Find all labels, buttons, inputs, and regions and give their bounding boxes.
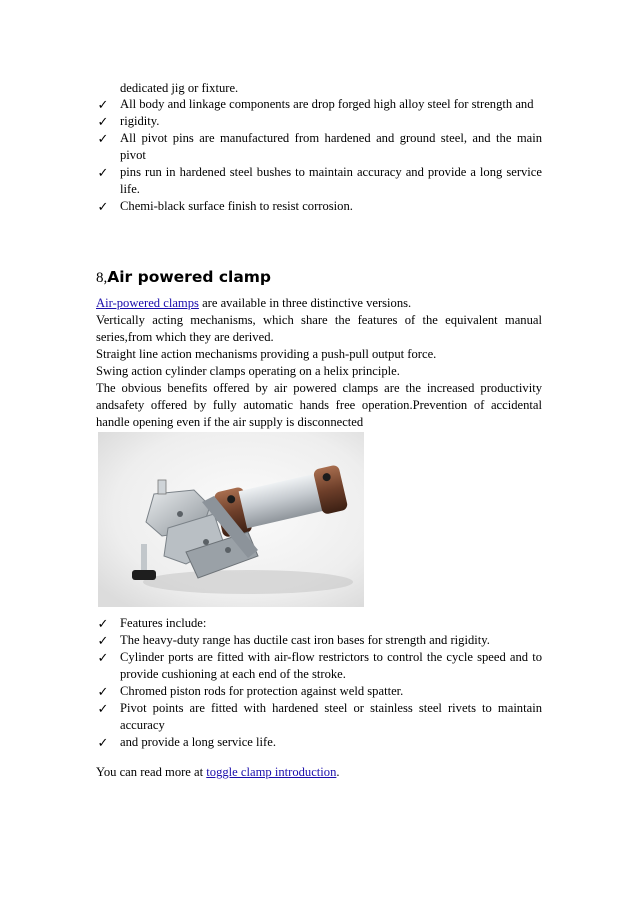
feature-text: provide cushioning at each end of the stroke.: [120, 667, 346, 681]
paragraph-line: Swing action cylinder clamps operating on a helix principle.: [96, 364, 400, 378]
feature-text: Chromed piston rods for protection against weld spatter.: [120, 684, 404, 698]
paragraph-line: andsafety offered by fully automatic hands free operation.Prevention of accidental: [96, 398, 542, 412]
section-number: 8,: [96, 270, 108, 286]
paragraph-line: Straight line action mechanisms providing a push-pull output force.: [96, 347, 437, 361]
bullet-text: life.: [120, 182, 140, 196]
bullet-text: rigidity.: [120, 114, 160, 128]
bullet-text: pivot: [120, 148, 146, 162]
paragraph-line: The obvious benefits offered by air powered clamps are the increased productivity: [96, 381, 542, 395]
paragraph-line: Vertically acting mechanisms, which share the features of the equivalent manual: [96, 313, 542, 327]
check-icon: ✓: [97, 650, 109, 665]
read-more-line: [96, 764, 340, 781]
check-icon: ✓: [97, 114, 109, 129]
feature-text: and provide a long service life.: [120, 735, 276, 749]
feature-text: Cylinder ports are fitted with air-flow restrictors to control the cycle speed and to: [120, 650, 542, 664]
paragraph-line: handle opening even if the air supply is disconnected: [96, 415, 364, 429]
continuation-text: dedicated jig or fixture.: [120, 81, 239, 95]
air-powered-clamps-link[interactable]: Air-powered clamps: [96, 296, 199, 310]
toggle-clamp-introduction-link[interactable]: toggle clamp introduction: [206, 765, 337, 779]
intro-line: [96, 295, 411, 312]
check-icon: ✓: [97, 735, 109, 750]
check-icon: ✓: [97, 684, 109, 699]
bullet-text: pins run in hardened steel bushes to maintain accuracy and provide a long service: [120, 165, 542, 179]
check-icon: ✓: [97, 131, 109, 146]
section-heading: [96, 266, 271, 289]
check-icon: ✓: [97, 199, 109, 214]
section-title: Air powered clamp: [107, 268, 272, 286]
paragraph-line: series,from which they are derived.: [96, 330, 274, 344]
bullet-text: Chemi-black surface finish to resist corrosion.: [120, 199, 353, 213]
feature-text: Pivot points are fitted with hardened steel or stainless steel rivets to maintain: [120, 701, 542, 715]
feature-text: The heavy-duty range has ductile cast iron bases for strength and rigidity.: [120, 633, 490, 647]
check-icon: ✓: [97, 165, 109, 180]
read-more-prefix: You can read more at: [96, 765, 207, 779]
intro-text: are available in three distinctive versions.: [198, 296, 412, 310]
check-icon: ✓: [97, 97, 109, 112]
check-icon: ✓: [97, 701, 109, 716]
bullet-text: All pivot pins are manufactured from hardened and ground steel, and the main: [120, 131, 542, 145]
feature-text: Features include:: [120, 616, 207, 630]
read-more-suffix: .: [336, 765, 340, 779]
feature-text: accuracy: [120, 718, 165, 732]
air-clamp-photo: [98, 432, 364, 607]
check-icon: ✓: [97, 616, 109, 631]
check-icon: ✓: [97, 633, 109, 648]
bullet-text: All body and linkage components are drop forged high alloy steel for strength and: [120, 97, 534, 111]
